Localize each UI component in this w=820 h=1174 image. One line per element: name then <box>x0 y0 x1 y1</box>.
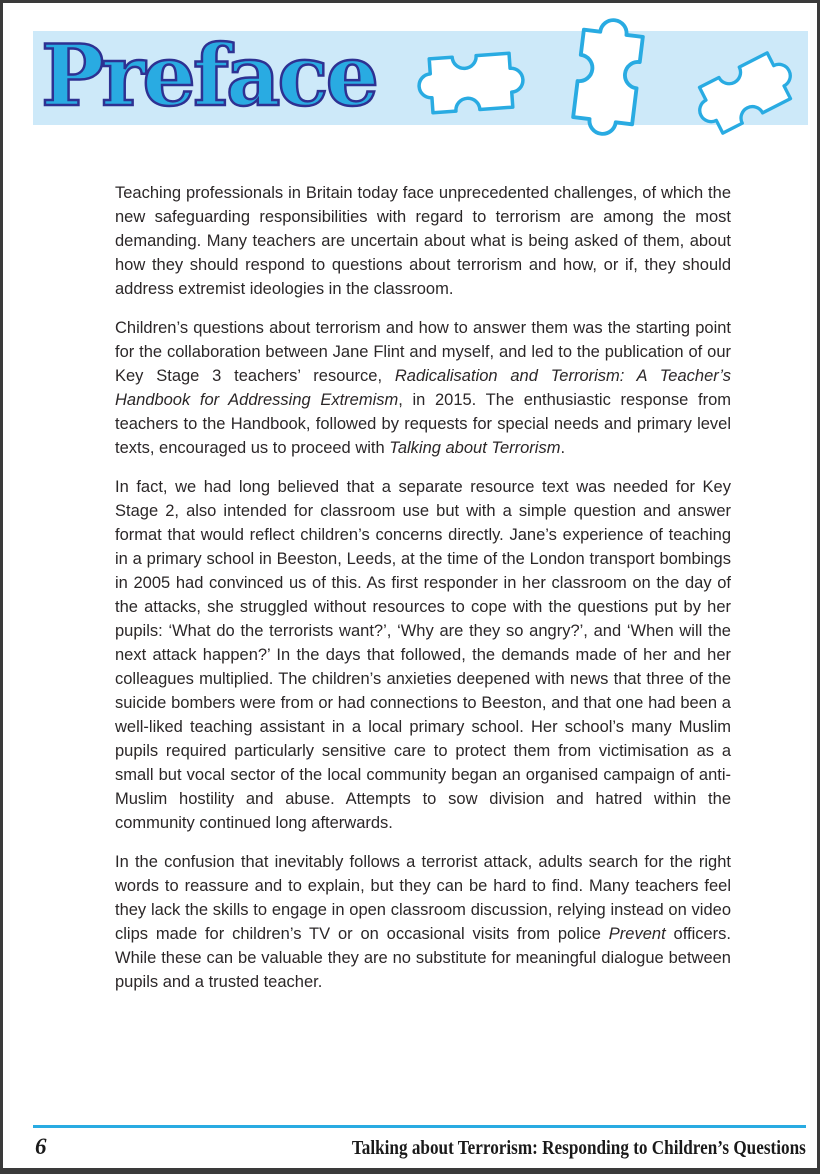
body-paragraphs <box>115 181 731 1009</box>
text-run: In the confusion that inevitably follows a terrorist attack, adults search for the right words to reassure and to explain, but they can be hard to find. Many teachers feel they lack the skills to engage in open classroom discussion, relying instead on video clips made for children’s TV or on occasional visits from police <box>115 853 731 943</box>
puzzle-piece-icon <box>572 17 645 138</box>
puzzle-decoration <box>33 31 808 125</box>
page-title: Preface <box>41 26 377 125</box>
book-title: Talking about Terrorism: Responding to Children’s Questions <box>352 1138 806 1159</box>
paragraph <box>115 475 731 835</box>
italic-text-run: Radicalisation and Terrorism: A Teacher’s Handbook for Addressing Extremism <box>115 367 731 409</box>
text-run: . <box>560 439 566 457</box>
page-number: 6 <box>35 1134 47 1159</box>
paragraph <box>115 181 731 301</box>
puzzle-piece-icon <box>689 48 800 139</box>
paragraph <box>115 850 731 994</box>
text-run: , in 2015. The enthusiastic response from teachers to the Handbook, followed by requests for special needs and primary level texts, encouraged us to proceed with <box>115 391 731 457</box>
text-run: In fact, we had long believed that a separate resource text was needed for Key Stage 2, also intended for classroom use but with a simple question and answer format that would reflect children’s concerns directly. Jane’s experience of teaching in a primary school in Beeston, Leeds, at the time of the London transport bombings in 2005 had convinced us of this. As first responder in her classroom on the day of the attacks, she struggled without resources to cope with the questions put by her pupils: ‘What do the terrorists want?’, ‘Why are they so angry?’, and ‘When will the next attack happen?’ In the days that followed, the demands made of her and her colleagues multiplied. The children’s anxieties deepened with news that three of the suicide bombers were from or had connections to Beeston, and that one had been a well-liked teaching assistant in a local primary school. Her school’s many Muslim pupils required particularly sensitive care to protect them from victimisation as a small but vocal sector of the local community began an organised campaign of anti-Muslim hostility and abuse. Attempts to sow division and hatred within the community continued long afterwards. <box>115 478 731 832</box>
footer-row <box>33 1134 806 1160</box>
paragraph <box>115 316 731 460</box>
text-run: Teaching professionals in Britain today face unprecedented challenges, of which the new safeguarding responsibilities with regard to terrorism are among the most demanding. Many teachers are uncertain about what is being asked of them, about how they should respond to questions about terrorism and how, or if, they should address extremist ideologies in the classroom. <box>115 184 731 298</box>
preface-banner <box>33 26 808 125</box>
footer-rule <box>33 1125 806 1128</box>
puzzle-piece-icon <box>417 52 525 113</box>
text-run: officers. While these can be valuable they are no substitute for meaningful dialogue between pupils and a trusted teacher. <box>115 925 731 991</box>
page-footer <box>33 1125 806 1160</box>
italic-text-run: Talking about Terrorism <box>389 439 561 457</box>
text-run: Children’s questions about terrorism and how to answer them was the starting point for the collaboration between Jane Flint and myself, and led to the publication of our Key Stage 3 teachers’ resource, <box>115 319 731 385</box>
italic-text-run: Prevent <box>608 925 666 943</box>
